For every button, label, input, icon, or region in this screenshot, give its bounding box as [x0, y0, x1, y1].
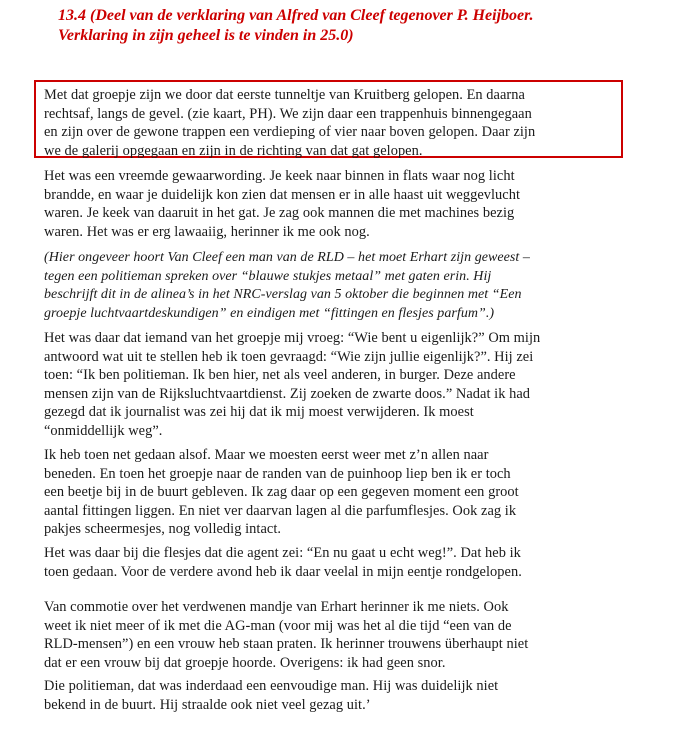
text-line: en zijn over de gewone trappen een verdieping of vier naar boven gelopen. Daar zijn: [44, 124, 536, 141]
text-line: antwoord wat uit te stellen heb ik toen gevraagd: “Wie zijn jullie eigenlijk?”. Hij zei: [44, 348, 534, 365]
text-line: dat er een vrouw bij dat groepje hoorde. Overigens: ik had geen snor.: [44, 654, 446, 671]
text-line: brandde, en waar je duidelijk kon zien dat mensen er in alle haast uit weggevlucht: [44, 186, 521, 203]
text-line: Ik heb toen net gedaan alsof. Maar we moesten eerst weer met z’n allen naar: [44, 447, 489, 463]
text-line: groepje luchtvaartdeskundigen” en eindigen met “fittingen en flesjes parfum”.): [44, 305, 495, 321]
text-line: Die politieman, dat was inderdaad een eenvoudige man. Hij was duidelijk niet: [44, 678, 499, 694]
paragraph-highlighted: [44, 86, 654, 160]
text-line: waren. Je keek van daaruit in het gat. Je zag ook mannen die met machines bezig: [44, 205, 515, 222]
text-line: Het was een vreemde gewaarwording. Je keek naar binnen in flats waar nog licht: [44, 168, 515, 184]
text-line: beneden. En toen het groepje naar de randen van de puinhoop liep ben ik er toch: [44, 465, 511, 482]
heading-line: Verklaring in zijn geheel is te vinden in 25.0): [58, 27, 354, 44]
text-line: “onmiddellijk weg”.: [44, 422, 163, 439]
text-line: een beetje bij in de buurt gebleven. Ik zag daar op een gegeven moment een groot: [44, 484, 519, 501]
text-line: waren. Het was er erg lawaaiig, herinner ik me ook nog.: [44, 223, 370, 240]
text-line: aantal fittingen liggen. En niet ver daarvan lagen al die parfumflesjes. Ook zag ik: [44, 502, 517, 519]
text-line: beschrijft dit in de alinea’s in het NRC-verslag van 5 oktober die beginnen met “Een: [44, 287, 522, 303]
text-line: rechtsaf, langs de gevel. (zie kaart, PH). We zijn daar een trappenhuis binnengegaan: [44, 105, 532, 122]
text-line: tegen een politieman spreken over “blauwe stukjes metaal” met gaten erin. Hij: [44, 268, 492, 284]
heading-line: 13.4 (Deel van de verklaring van Alfred van Cleef tegenover P. Heijboer.: [58, 7, 534, 24]
text-line: bekend in de buurt. Hij straalde ook niet veel gezag uit.’: [44, 696, 371, 713]
text-line: pakjes scheermesjes, nog volledig intact.: [44, 521, 282, 538]
text-line: Met dat groepje zijn we door dat eerste tunneltje van Kruitberg gelopen. En daarna: [44, 87, 525, 103]
text-line: toen gedaan. Voor de verdere avond heb ik daar veelal in mijn eentje rondgelopen.: [44, 563, 522, 580]
text-line: toen: “Ik ben politieman. Ik ben hier, net als veel anderen, in burger. Deze andere: [44, 367, 516, 384]
paragraph: [44, 446, 654, 539]
section-heading: [58, 6, 658, 46]
text-line: mensen zijn van de Rijksluchtvaartdienst. Zij zoeken de zwarte doos.” Nadat ik had: [44, 385, 531, 402]
paragraph: [44, 329, 654, 441]
editor-note: [44, 249, 654, 323]
text-line: we de galerij opgegaan en zijn in de richting van dat gat gelopen.: [44, 142, 423, 159]
text-line: weet ik niet meer of ik met die AG-man (voor mij was het al die tijd “een van de: [44, 617, 512, 634]
text-line: RLD-mensen”) en een vrouw heb staan praten. Ik herinner trouwens überhaupt niet: [44, 636, 529, 653]
paragraph: [44, 544, 654, 581]
text-line: Het was daar dat iemand van het groepje mij vroeg: “Wie bent u eigenlijk?” Om mijn: [44, 330, 541, 346]
paragraph: [44, 677, 654, 714]
text-line: Het was daar bij die flesjes dat die agent zei: “En nu gaat u echt weg!”. Dat heb ik: [44, 545, 521, 561]
paragraph: [44, 167, 654, 241]
paragraph: [44, 598, 654, 672]
text-line: gezegd dat ik journalist was zei hij dat ik mij moest verwijderen. Ik moest: [44, 404, 474, 421]
text-line: (Hier ongeveer hoort Van Cleef een man van de RLD – het moet Erhart zijn geweest –: [44, 250, 530, 265]
text-line: Van commotie over het verdwenen mandje van Erhart herinner ik me niets. Ook: [44, 599, 509, 615]
